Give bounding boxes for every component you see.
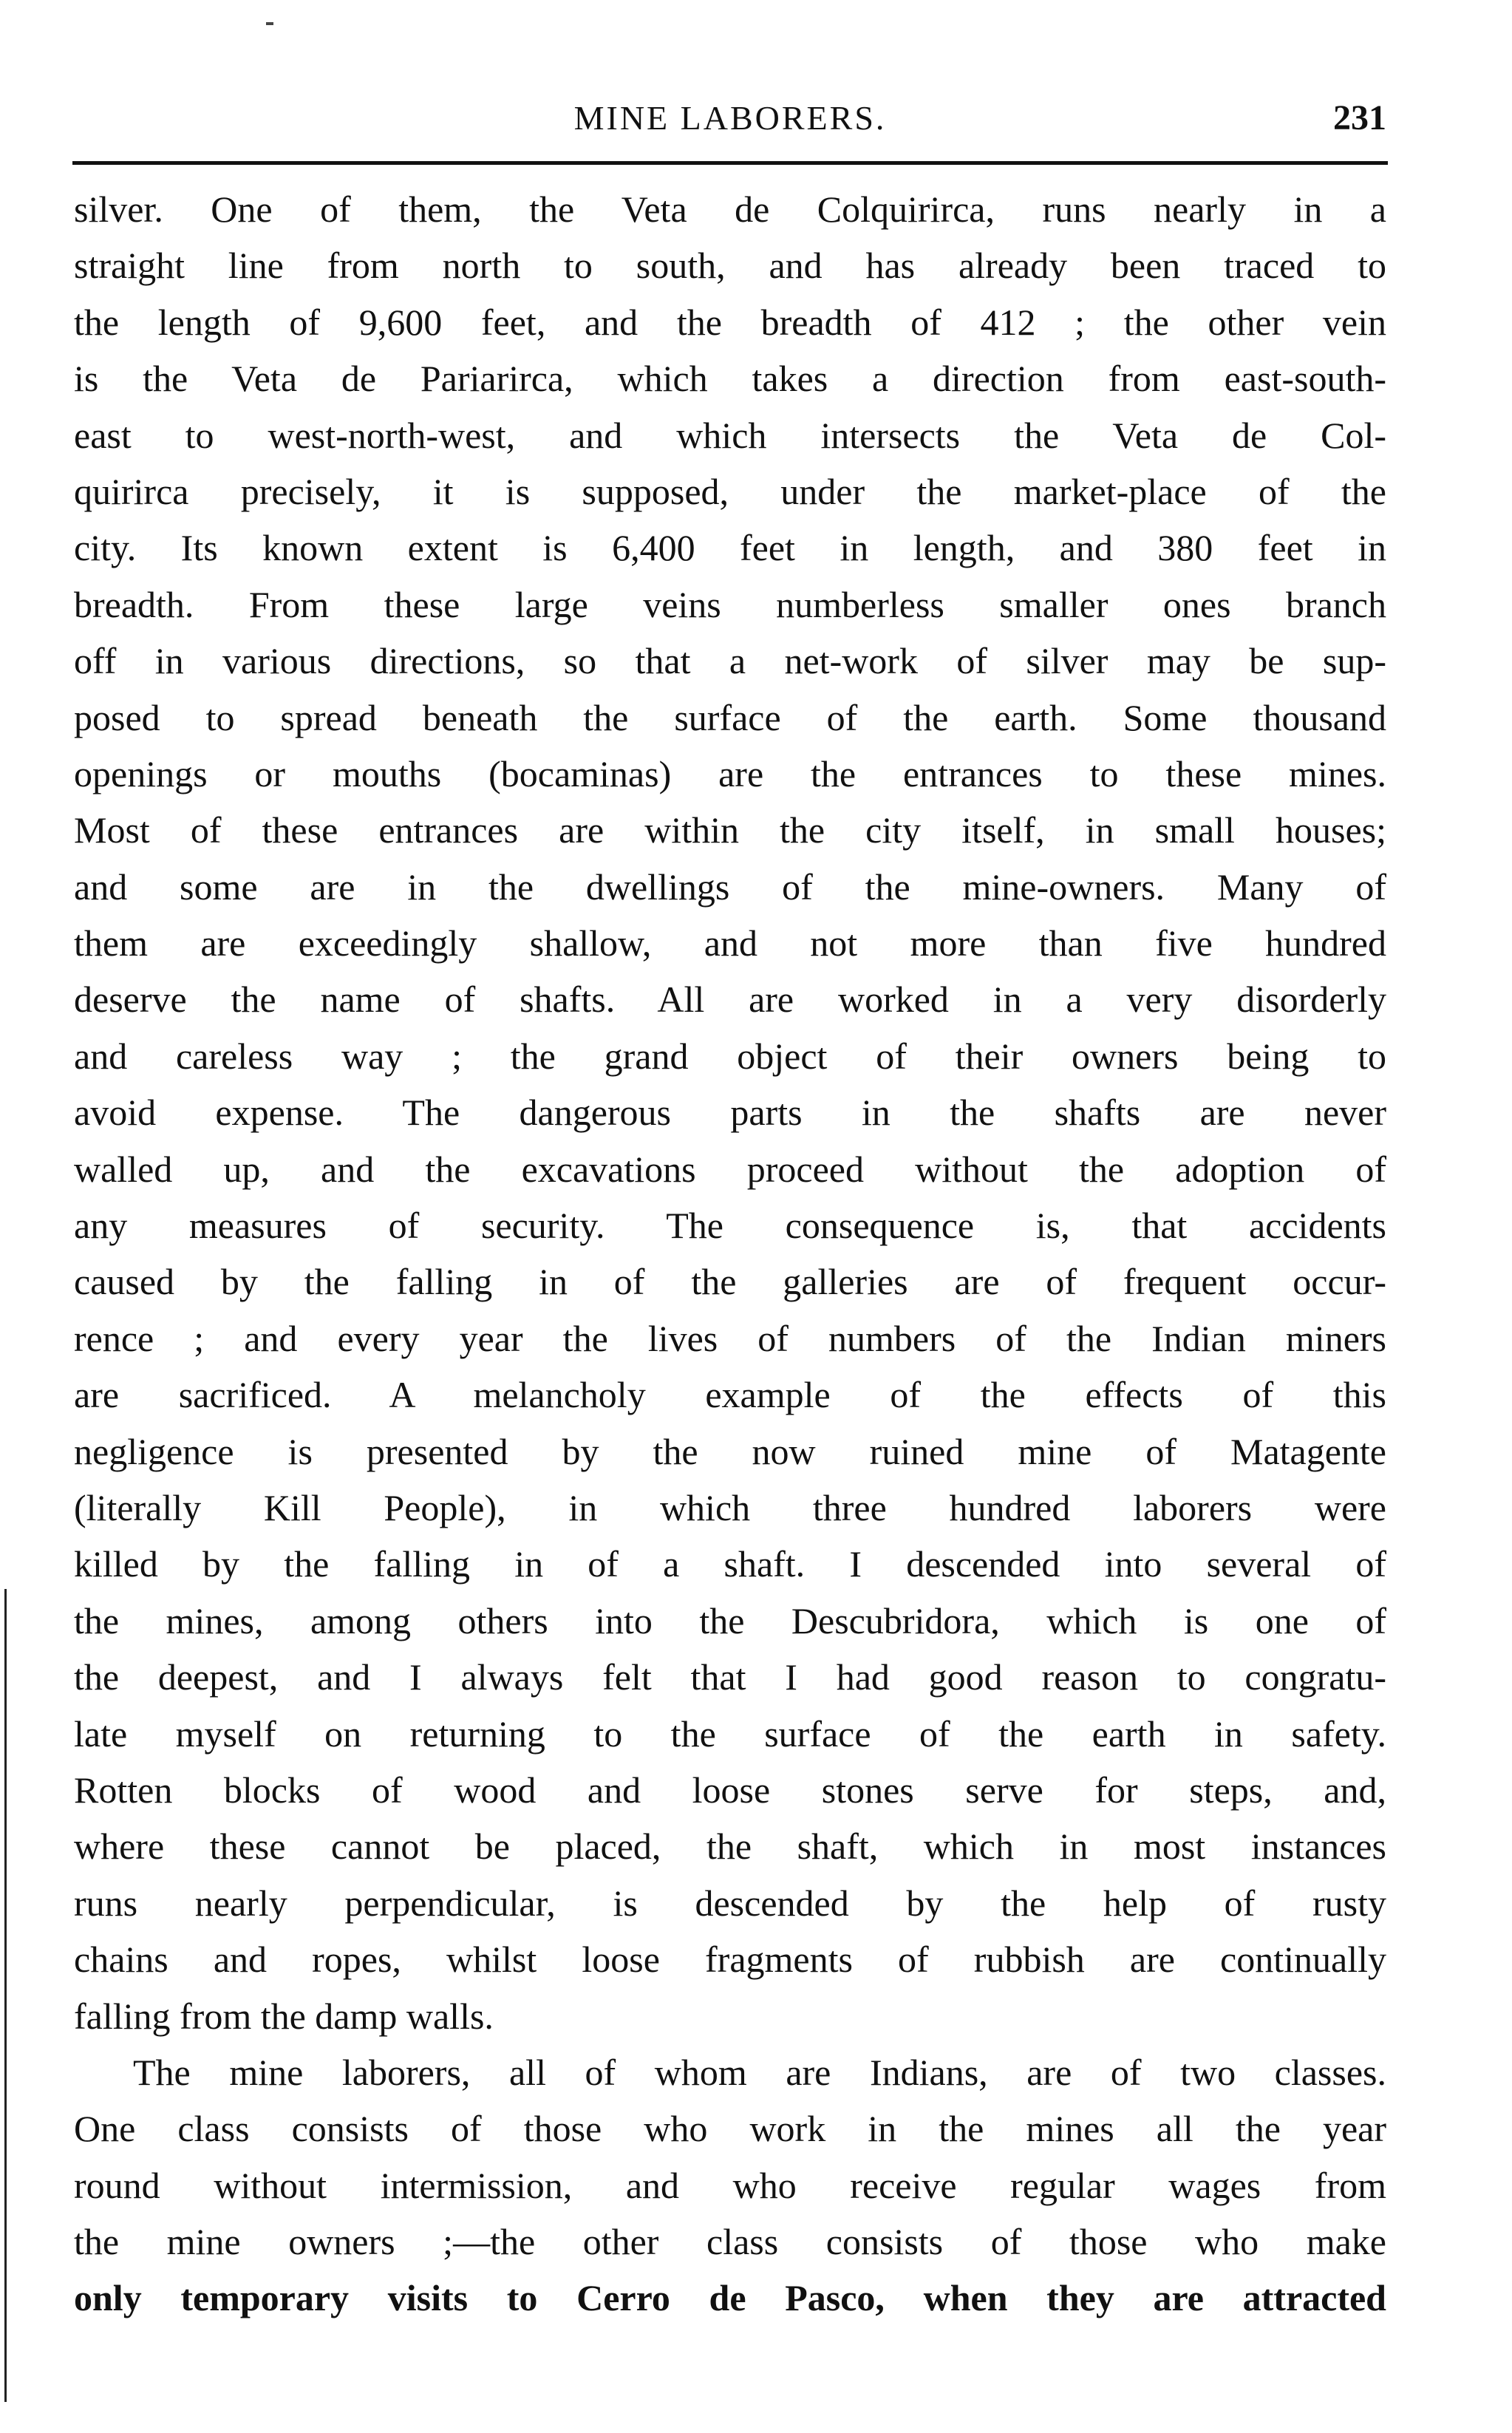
text-line: city. Its known extent is 6,400 feet in length, and 380 feet in <box>74 527 1386 569</box>
ink-speck <box>266 22 273 25</box>
text-line: avoid expense. The dangerous parts in the shafts are never <box>74 1092 1386 1134</box>
text-line: rence ; and every year the lives of numbers of the Indian miners <box>74 1317 1386 1359</box>
text-line: round without intermission, and who receive regular wages from <box>74 2164 1386 2206</box>
text-line: openings or mouths (bocaminas) are the entrances to these mines. <box>74 752 1386 794</box>
text-line: falling from the damp walls. <box>74 1995 494 2037</box>
text-line: caused by the falling in of the galleries are of frequent occur- <box>74 1261 1386 1303</box>
running-head <box>74 92 1386 144</box>
text-line: them are exceedingly shallow, and not more than five hundred <box>74 922 1386 964</box>
text-line: Rotten blocks of wood and loose stones serve for steps, and, <box>74 1769 1386 1811</box>
text-line: only temporary visits to Cerro de Pasco, when they are attracted <box>74 2277 1386 2319</box>
page-edge-mark <box>4 1589 7 2402</box>
text-line: is the Veta de Pariarirca, which takes a direction from east-south- <box>74 358 1386 400</box>
text-line: posed to spread beneath the surface of the earth. Some thousand <box>74 696 1386 738</box>
text-line: and careless way ; the grand object of their owners being to <box>74 1035 1386 1077</box>
text-line: are sacrificed. A melancholy example of the effects of this <box>74 1374 1386 1416</box>
text-line: the mines, among others into the Descubridora, which is one of <box>74 1599 1386 1641</box>
text-line: late myself on returning to the surface of the earth in safety. <box>74 1712 1386 1755</box>
text-line: breadth. From these large veins numberless smaller ones branch <box>74 583 1386 625</box>
text-line: straight line from north to south, and has already been traced to <box>74 245 1386 287</box>
text-line: chains and ropes, whilst loose fragments of rubbish are continually <box>74 1939 1386 1981</box>
body-text <box>74 181 1386 2327</box>
text-line: and some are in the dwellings of the mine-owners. Many of <box>74 865 1386 908</box>
text-line: silver. One of them, the Veta de Colquirirca, runs nearly in a <box>74 188 1386 230</box>
text-line: east to west-north-west, and which intersects the Veta de Col- <box>74 414 1386 456</box>
text-line: killed by the falling in of a shaft. I descended into several of <box>74 1543 1386 1585</box>
text-line: the length of 9,600 feet, and the breadth of 412 ; the other vein <box>74 301 1386 343</box>
header-rule <box>72 161 1388 165</box>
text-line: negligence is presented by the now ruined mine of Matagente <box>74 1430 1386 1472</box>
text-line: deserve the name of shafts. All are worked in a very disorderly <box>74 979 1386 1021</box>
text-line: the mine owners ;—the other class consists of those who make <box>74 2221 1386 2263</box>
running-title: MINE LABORERS. <box>573 99 887 137</box>
text-line: the deepest, and I always felt that I had good reason to congratu- <box>74 1656 1386 1698</box>
text-line: (literally Kill People), in which three hundred laborers were <box>74 1486 1386 1528</box>
text-line: quirirca precisely, it is supposed, under the market-place of the <box>74 470 1386 512</box>
text-line: walled up, and the excavations proceed without the adoption of <box>74 1148 1386 1190</box>
text-line: runs nearly perpendicular, is descended by the help of rusty <box>74 1882 1386 1924</box>
text-line: any measures of security. The consequence is, that accidents <box>74 1205 1386 1247</box>
text-line: One class consists of those who work in the mines all the year <box>74 2108 1386 2150</box>
text-line: The mine laborers, all of whom are Indians, are of two classes. <box>133 2051 1386 2093</box>
text-line: off in various directions, so that a net-work of silver may be sup- <box>74 640 1386 682</box>
text-line: where these cannot be placed, the shaft, which in most instances <box>74 1825 1386 1868</box>
page-number: 231 <box>1333 98 1386 137</box>
text-line: Most of these entrances are within the city itself, in small houses; <box>74 809 1386 851</box>
